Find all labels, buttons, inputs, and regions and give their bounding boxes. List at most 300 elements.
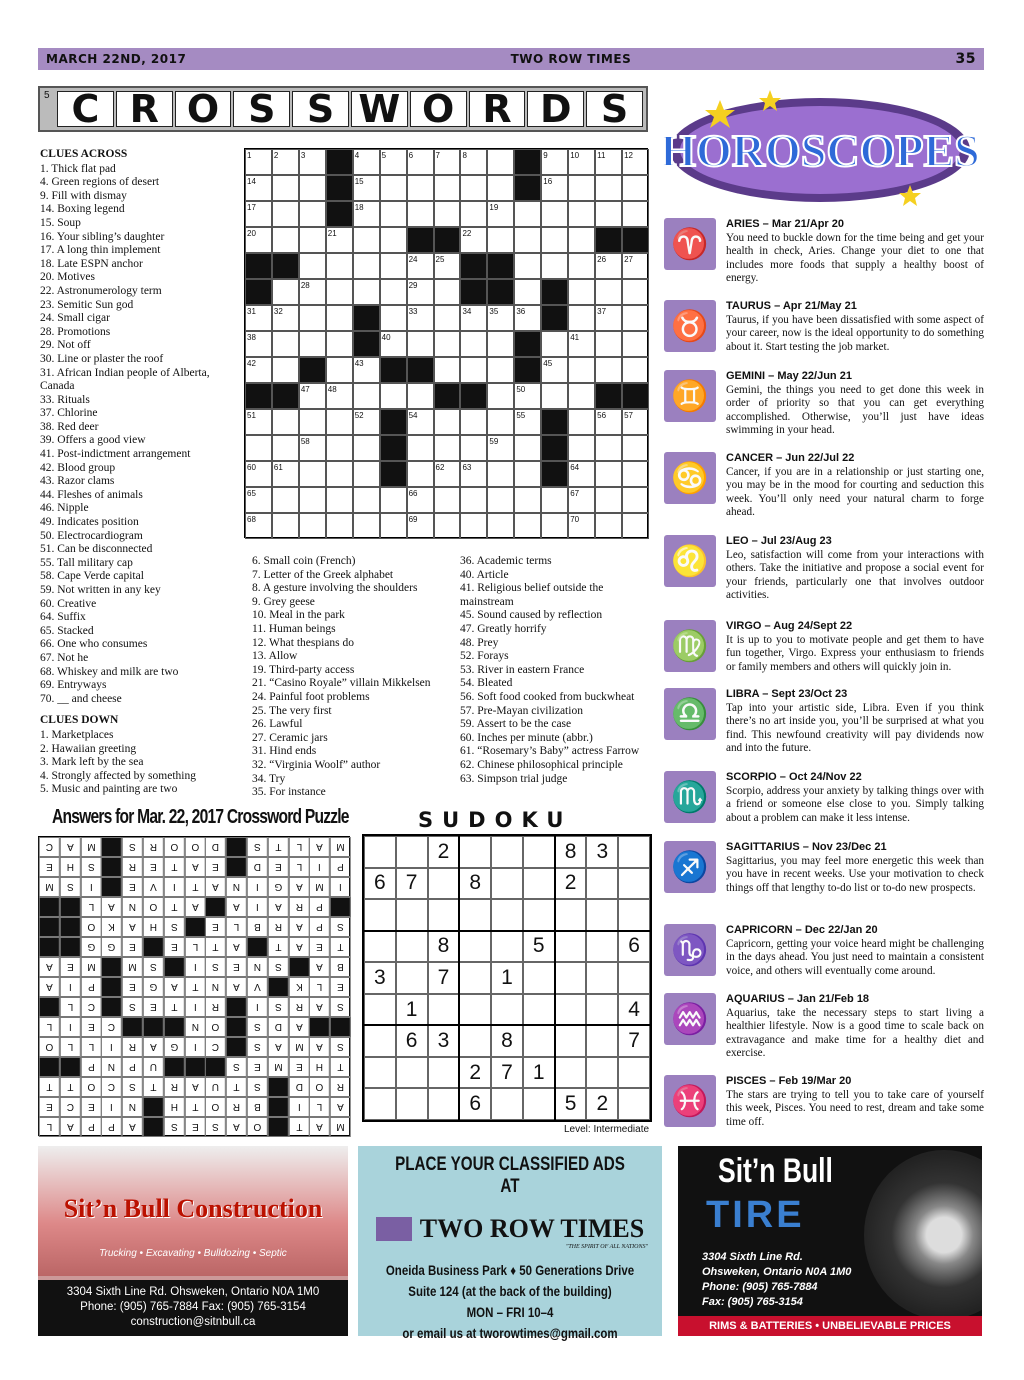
answer-black-cell <box>185 917 206 937</box>
sudoku-cell[interactable] <box>491 931 523 963</box>
sudoku-cell[interactable] <box>586 1025 618 1057</box>
grid-cell[interactable] <box>272 201 299 227</box>
grid-cell[interactable] <box>434 357 461 383</box>
sudoku-cell[interactable]: 3 <box>364 962 396 994</box>
sudoku-cell[interactable] <box>491 1088 523 1120</box>
grid-cell[interactable] <box>487 357 514 383</box>
grid-cell[interactable] <box>407 461 434 487</box>
grid-cell[interactable] <box>595 487 622 513</box>
sudoku-cell[interactable]: 6 <box>618 931 650 963</box>
grid-cell[interactable] <box>514 305 541 331</box>
sudoku-cell[interactable] <box>618 868 650 900</box>
grid-cell[interactable] <box>622 331 649 357</box>
sudoku-cell[interactable] <box>555 931 587 963</box>
classified-ad[interactable] <box>358 1146 662 1341</box>
grid-cell[interactable] <box>272 487 299 513</box>
grid-cell[interactable] <box>380 331 407 357</box>
sudoku-cell[interactable] <box>396 836 428 868</box>
answer-cell: A <box>289 1017 310 1037</box>
grid-cell[interactable] <box>487 409 514 435</box>
grid-cell[interactable] <box>434 435 461 461</box>
grid-cell[interactable] <box>326 383 353 409</box>
answer-cell: E <box>143 857 164 877</box>
grid-cell[interactable] <box>380 305 407 331</box>
cell-number: 57 <box>624 411 633 420</box>
grid-cell[interactable] <box>326 253 353 279</box>
grid-cell[interactable] <box>568 149 595 175</box>
sudoku-cell[interactable]: 7 <box>491 1057 523 1089</box>
grid-cell[interactable] <box>568 461 595 487</box>
grid-cell[interactable] <box>568 253 595 279</box>
grid-cell[interactable] <box>460 305 487 331</box>
grid-cell[interactable] <box>353 175 380 201</box>
answer-black-cell <box>60 917 81 937</box>
grid-cell[interactable] <box>353 409 380 435</box>
grid-cell[interactable] <box>272 227 299 253</box>
grid-cell[interactable] <box>622 149 649 175</box>
grid-cell[interactable] <box>380 279 407 305</box>
grid-cell[interactable] <box>407 201 434 227</box>
grid-cell[interactable] <box>299 461 326 487</box>
tire-ad[interactable] <box>678 1146 982 1336</box>
grid-cell[interactable] <box>487 487 514 513</box>
sudoku-cell[interactable] <box>523 1025 555 1057</box>
sudoku-cell[interactable] <box>459 931 491 963</box>
sudoku-cell[interactable] <box>428 1057 460 1089</box>
grid-cell[interactable] <box>407 409 434 435</box>
grid-cell[interactable] <box>622 201 649 227</box>
grid-cell[interactable] <box>568 357 595 383</box>
grid-cell[interactable] <box>568 201 595 227</box>
sudoku-cell[interactable]: 1 <box>491 962 523 994</box>
sudoku-cell[interactable] <box>618 1088 650 1120</box>
grid-cell[interactable] <box>460 461 487 487</box>
grid-cell[interactable] <box>434 331 461 357</box>
grid-cell[interactable] <box>326 513 353 539</box>
grid-cell[interactable] <box>326 435 353 461</box>
grid-cell[interactable] <box>434 409 461 435</box>
grid-cell[interactable] <box>245 227 272 253</box>
sudoku-cell[interactable]: 2 <box>586 1088 618 1120</box>
grid-cell[interactable] <box>541 253 568 279</box>
grid-cell[interactable] <box>299 383 326 409</box>
grid-cell[interactable] <box>622 175 649 201</box>
sudoku-cell[interactable] <box>555 994 587 1026</box>
answer-cell: R <box>289 897 310 917</box>
grid-cell[interactable] <box>299 409 326 435</box>
sudoku-cell[interactable]: 8 <box>555 836 587 868</box>
grid-cell[interactable] <box>622 305 649 331</box>
sudoku-cell[interactable]: 2 <box>459 1057 491 1089</box>
grid-cell[interactable] <box>434 305 461 331</box>
sudoku-cell[interactable] <box>523 899 555 931</box>
title-letter: D <box>527 91 584 127</box>
grid-cell[interactable] <box>487 201 514 227</box>
grid-cell[interactable] <box>622 279 649 305</box>
sudoku-cell[interactable] <box>491 994 523 1026</box>
sudoku-cell[interactable] <box>618 836 650 868</box>
scorpion-icon: ♏ <box>664 771 716 823</box>
grid-cell[interactable] <box>434 279 461 305</box>
grid-cell[interactable] <box>460 201 487 227</box>
grid-cell[interactable] <box>595 149 622 175</box>
grid-cell[interactable] <box>326 461 353 487</box>
grid-cell[interactable] <box>568 279 595 305</box>
grid-cell[interactable] <box>541 487 568 513</box>
grid-cell[interactable] <box>541 201 568 227</box>
grid-cell[interactable] <box>245 201 272 227</box>
grid-cell[interactable] <box>245 487 272 513</box>
grid-cell[interactable] <box>299 201 326 227</box>
sudoku-cell[interactable]: 1 <box>396 994 428 1026</box>
grid-cell[interactable] <box>514 227 541 253</box>
classified-line4[interactable]: or email us at tworowtimes@gmail.com <box>402 1326 618 1341</box>
grid-cell[interactable] <box>487 513 514 539</box>
grid-cell[interactable] <box>272 435 299 461</box>
sudoku-cell[interactable] <box>618 962 650 994</box>
sudoku-cell[interactable]: 3 <box>428 1025 460 1057</box>
grid-cell[interactable] <box>326 357 353 383</box>
sudoku-cell[interactable] <box>428 1088 460 1120</box>
grid-cell[interactable] <box>487 305 514 331</box>
grid-cell[interactable] <box>299 513 326 539</box>
grid-cell[interactable] <box>326 331 353 357</box>
grid-cell[interactable] <box>407 487 434 513</box>
grid-cell[interactable] <box>434 513 461 539</box>
horoscope-body: It is up to you to motivate people and get them to have fun together, Virgo. Express your enthusiasm to friends or family members and others will quickly join in. <box>726 633 984 673</box>
grid-cell[interactable] <box>460 487 487 513</box>
clue-item: 68. Whiskey and milk are two <box>40 665 179 678</box>
sudoku-cell[interactable]: 5 <box>523 931 555 963</box>
grid-cell[interactable] <box>272 513 299 539</box>
grid-cell[interactable] <box>434 175 461 201</box>
grid-cell[interactable] <box>568 435 595 461</box>
sudoku-cell[interactable] <box>364 1088 396 1120</box>
grid-cell[interactable] <box>568 383 595 409</box>
sudoku-cell[interactable] <box>523 1088 555 1120</box>
grid-cell[interactable] <box>353 383 380 409</box>
sudoku-cell[interactable]: 6 <box>459 1088 491 1120</box>
grid-cell[interactable] <box>514 461 541 487</box>
construction-ad[interactable] <box>38 1146 348 1336</box>
grid-cell[interactable] <box>353 461 380 487</box>
sudoku-cell[interactable]: 8 <box>491 1025 523 1057</box>
grid-cell[interactable] <box>622 487 649 513</box>
grid-cell[interactable] <box>272 175 299 201</box>
grid-cell[interactable] <box>434 149 461 175</box>
maiden-icon: ♍ <box>664 620 716 672</box>
grid-cell[interactable] <box>272 149 299 175</box>
grid-cell[interactable] <box>595 513 622 539</box>
sudoku-cell[interactable] <box>555 1025 587 1057</box>
grid-cell[interactable] <box>460 149 487 175</box>
grid-cell[interactable] <box>514 201 541 227</box>
grid-cell[interactable] <box>622 461 649 487</box>
sudoku-cell[interactable] <box>491 836 523 868</box>
grid-cell[interactable] <box>380 175 407 201</box>
grid-cell[interactable] <box>353 435 380 461</box>
sudoku-cell[interactable] <box>618 899 650 931</box>
sudoku-cell[interactable] <box>586 868 618 900</box>
sudoku-cell[interactable] <box>428 868 460 900</box>
answer-cell: I <box>185 997 206 1017</box>
grid-cell[interactable] <box>245 409 272 435</box>
cell-number: 31 <box>247 307 256 316</box>
sudoku-cell[interactable] <box>523 962 555 994</box>
answer-cell: S <box>247 1017 268 1037</box>
grid-cell[interactable] <box>326 409 353 435</box>
grid-cell[interactable] <box>568 175 595 201</box>
sudoku-cell[interactable] <box>459 994 491 1026</box>
grid-cell[interactable] <box>487 331 514 357</box>
sudoku-cell[interactable] <box>396 931 428 963</box>
sudoku-cell[interactable]: 6 <box>364 868 396 900</box>
grid-cell[interactable] <box>299 331 326 357</box>
grid-cell[interactable] <box>380 513 407 539</box>
sudoku-cell[interactable] <box>396 962 428 994</box>
answer-black-cell <box>101 837 122 857</box>
grid-cell[interactable] <box>541 357 568 383</box>
grid-cell[interactable] <box>568 227 595 253</box>
grid-cell[interactable] <box>541 227 568 253</box>
sudoku-cell[interactable]: 1 <box>523 1057 555 1089</box>
sudoku-cell[interactable] <box>396 899 428 931</box>
grid-cell[interactable] <box>514 487 541 513</box>
grid-cell[interactable] <box>407 513 434 539</box>
answer-cell: A <box>60 1117 81 1137</box>
grid-cell[interactable] <box>353 149 380 175</box>
grid-cell[interactable] <box>514 435 541 461</box>
grid-cell[interactable] <box>272 279 299 305</box>
grid-cell[interactable] <box>299 227 326 253</box>
grid-cell[interactable] <box>245 305 272 331</box>
sudoku-cell[interactable] <box>586 931 618 963</box>
sudoku-cell[interactable] <box>586 994 618 1026</box>
grid-cell[interactable] <box>299 487 326 513</box>
sudoku-cell[interactable] <box>364 1057 396 1089</box>
grid-cell[interactable] <box>514 513 541 539</box>
grid-cell[interactable] <box>434 201 461 227</box>
grid-cell[interactable] <box>272 305 299 331</box>
sudoku-cell[interactable] <box>428 994 460 1026</box>
sudoku-cell[interactable] <box>459 836 491 868</box>
grid-cell[interactable] <box>622 435 649 461</box>
sudoku-cell[interactable] <box>491 868 523 900</box>
grid-cell[interactable] <box>299 253 326 279</box>
grid-cell[interactable] <box>407 149 434 175</box>
grid-cell[interactable] <box>380 383 407 409</box>
grid-cell[interactable] <box>407 253 434 279</box>
clue-item: 32. “Virginia Woolf” author <box>252 758 381 771</box>
grid-cell[interactable] <box>380 149 407 175</box>
grid-cell[interactable] <box>487 175 514 201</box>
grid-cell[interactable] <box>595 357 622 383</box>
sudoku-cell[interactable] <box>523 994 555 1026</box>
answer-cell: L <box>289 857 310 877</box>
grid-cell[interactable] <box>434 487 461 513</box>
grid-cell[interactable] <box>460 513 487 539</box>
answer-cell: L <box>309 977 330 997</box>
grid-cell[interactable] <box>407 435 434 461</box>
grid-cell[interactable] <box>595 175 622 201</box>
grid-cell[interactable] <box>326 487 353 513</box>
answer-cell: T <box>164 897 185 917</box>
sudoku-cell[interactable]: 3 <box>586 836 618 868</box>
grid-cell[interactable] <box>407 279 434 305</box>
grid-cell[interactable] <box>380 227 407 253</box>
grid-cell[interactable] <box>595 409 622 435</box>
grid-cell[interactable] <box>272 461 299 487</box>
grid-cell[interactable] <box>487 383 514 409</box>
grid-cell[interactable] <box>460 435 487 461</box>
answer-black-cell <box>205 897 226 917</box>
answer-black-cell <box>226 857 247 877</box>
grid-cell[interactable] <box>595 305 622 331</box>
sudoku-cell[interactable] <box>364 836 396 868</box>
grid-cell[interactable] <box>245 331 272 357</box>
grid-cell[interactable] <box>326 305 353 331</box>
sudoku-cell[interactable]: 8 <box>459 868 491 900</box>
sudoku-cell[interactable] <box>555 962 587 994</box>
grid-cell[interactable] <box>595 461 622 487</box>
sudoku-cell[interactable] <box>523 868 555 900</box>
sudoku-cell[interactable] <box>586 899 618 931</box>
grid-cell[interactable] <box>460 409 487 435</box>
grid-cell[interactable] <box>487 227 514 253</box>
grid-cell[interactable] <box>460 175 487 201</box>
grid-cell[interactable] <box>299 279 326 305</box>
sudoku-cell[interactable] <box>523 836 555 868</box>
grid-cell[interactable] <box>245 435 272 461</box>
cell-number: 33 <box>408 307 418 316</box>
grid-cell[interactable] <box>353 513 380 539</box>
grid-cell[interactable] <box>380 253 407 279</box>
grid-cell[interactable] <box>622 513 649 539</box>
grid-cell[interactable] <box>595 253 622 279</box>
sudoku-cell[interactable] <box>618 1057 650 1089</box>
sudoku-cell[interactable]: 5 <box>555 1088 587 1120</box>
grid-cell[interactable] <box>353 279 380 305</box>
grid-cell[interactable] <box>407 175 434 201</box>
sudoku-cell[interactable] <box>364 931 396 963</box>
grid-cell[interactable] <box>622 357 649 383</box>
grid-cell[interactable] <box>460 227 487 253</box>
grid-cell[interactable] <box>541 513 568 539</box>
grid-cell[interactable] <box>460 357 487 383</box>
grid-cell[interactable] <box>541 175 568 201</box>
grid-cell[interactable] <box>541 149 568 175</box>
grid-cell[interactable] <box>514 279 541 305</box>
grid-cell[interactable] <box>299 175 326 201</box>
grid-cell[interactable] <box>245 461 272 487</box>
grid-cell[interactable] <box>595 435 622 461</box>
grid-cell[interactable] <box>622 409 649 435</box>
grid-cell[interactable] <box>595 201 622 227</box>
grid-cell[interactable] <box>514 383 541 409</box>
black-cell <box>245 253 272 279</box>
sudoku-cell[interactable] <box>586 962 618 994</box>
grid-cell[interactable] <box>299 305 326 331</box>
answer-cell: R <box>289 997 310 1017</box>
sudoku-cell[interactable] <box>459 1025 491 1057</box>
sudoku-cell[interactable] <box>459 899 491 931</box>
grid-cell[interactable] <box>326 227 353 253</box>
sudoku-cell[interactable] <box>555 1057 587 1089</box>
grid-cell[interactable] <box>541 383 568 409</box>
sudoku-cell[interactable]: 4 <box>618 994 650 1026</box>
sudoku-cell[interactable] <box>396 1088 428 1120</box>
grid-cell[interactable] <box>380 487 407 513</box>
grid-cell[interactable] <box>622 253 649 279</box>
answer-cell: S <box>164 1117 185 1137</box>
grid-cell[interactable] <box>487 149 514 175</box>
grid-cell[interactable] <box>299 149 326 175</box>
grid-cell[interactable] <box>460 331 487 357</box>
grid-cell[interactable] <box>353 253 380 279</box>
grid-cell[interactable] <box>353 201 380 227</box>
grid-cell[interactable] <box>326 279 353 305</box>
grid-cell[interactable] <box>407 305 434 331</box>
grid-cell[interactable] <box>245 149 272 175</box>
grid-cell[interactable] <box>595 331 622 357</box>
grid-cell[interactable] <box>541 331 568 357</box>
grid-cell[interactable] <box>407 331 434 357</box>
sudoku-cell[interactable] <box>491 899 523 931</box>
sudoku-cell[interactable]: 7 <box>396 868 428 900</box>
sudoku-cell[interactable]: 2 <box>428 836 460 868</box>
grid-cell[interactable] <box>245 357 272 383</box>
grid-cell[interactable] <box>568 513 595 539</box>
grid-cell[interactable] <box>487 461 514 487</box>
sudoku-cell[interactable] <box>428 899 460 931</box>
sudoku-cell[interactable]: 2 <box>555 868 587 900</box>
grid-cell[interactable] <box>434 253 461 279</box>
sudoku-cell[interactable] <box>364 899 396 931</box>
grid-cell[interactable] <box>407 383 434 409</box>
sudoku-cell[interactable] <box>364 1025 396 1057</box>
grid-cell[interactable] <box>245 513 272 539</box>
sudoku-cell[interactable]: 7 <box>428 962 460 994</box>
sudoku-cell[interactable]: 8 <box>428 931 460 963</box>
grid-cell[interactable] <box>568 331 595 357</box>
grid-cell[interactable] <box>245 175 272 201</box>
construction-email[interactable]: construction@sitnbull.ca <box>130 1316 256 1328</box>
grid-cell[interactable] <box>514 253 541 279</box>
sudoku-cell[interactable]: 6 <box>396 1025 428 1057</box>
grid-cell[interactable] <box>514 409 541 435</box>
sudoku-cell[interactable] <box>459 962 491 994</box>
sudoku-cell[interactable]: 7 <box>618 1025 650 1057</box>
grid-cell[interactable] <box>434 461 461 487</box>
grid-cell[interactable] <box>272 409 299 435</box>
grid-cell[interactable] <box>272 331 299 357</box>
grid-cell[interactable] <box>272 357 299 383</box>
sudoku-cell[interactable] <box>396 1057 428 1089</box>
grid-cell[interactable] <box>595 279 622 305</box>
sudoku-cell[interactable] <box>555 899 587 931</box>
sudoku-cell[interactable] <box>364 994 396 1026</box>
grid-cell[interactable] <box>568 409 595 435</box>
grid-cell[interactable] <box>487 435 514 461</box>
grid-cell[interactable] <box>353 357 380 383</box>
sudoku-cell[interactable] <box>586 1057 618 1089</box>
grid-cell[interactable] <box>568 305 595 331</box>
grid-cell[interactable] <box>380 201 407 227</box>
grid-cell[interactable] <box>568 487 595 513</box>
grid-cell[interactable] <box>353 227 380 253</box>
grid-cell[interactable] <box>299 435 326 461</box>
grid-cell[interactable] <box>353 487 380 513</box>
